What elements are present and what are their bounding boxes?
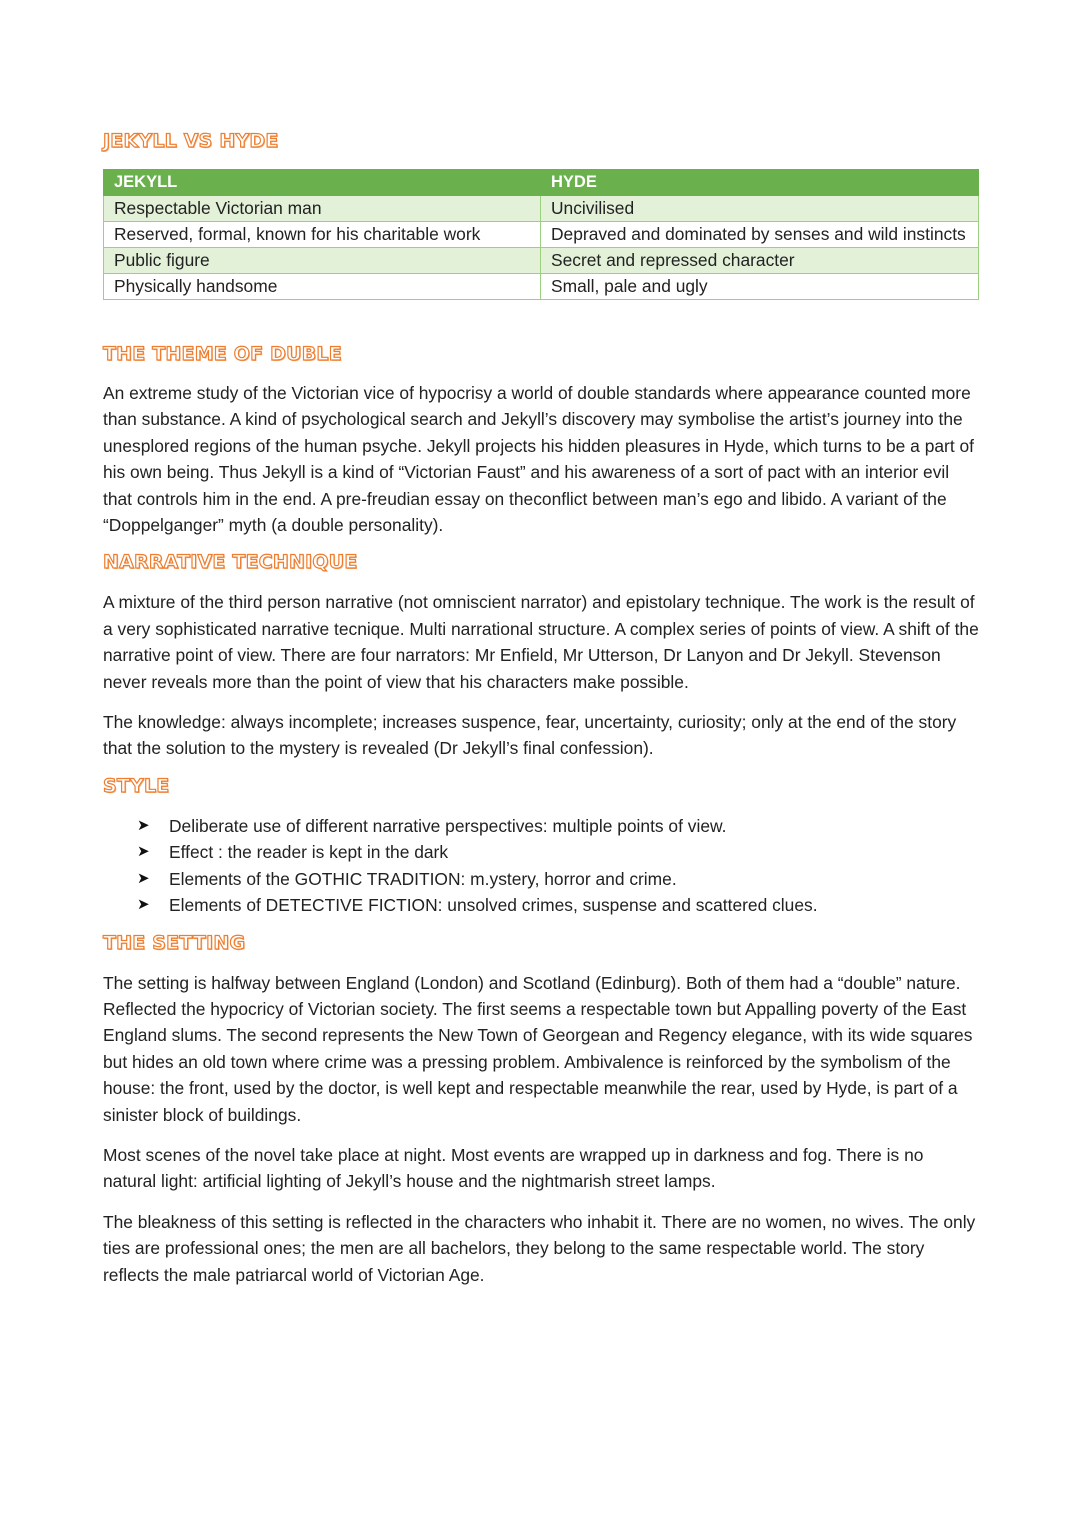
setting-paragraph-2: Most scenes of the novel take place at night. Most events are wrapped up in darkness and fog. There is no natural light: artificial lighting of Jekyll’s house and the nightmarish street lamps. bbox=[103, 1144, 924, 1192]
table-cell-hyde: Uncivilised bbox=[541, 196, 979, 222]
arrow-bullet-icon: ➤ bbox=[137, 816, 150, 834]
setting-paragraph-1: The setting is halfway between England (London) and Scotland (Edinburg). Both of them had a “double” nature. Reflected the hypocricy of Victorian society. The first seems a respectable town but Appalling poverty of the East England slums. The second represents the New Town of Georgean and Regency elegance, with its wide squares but hides an old town where crime was a pressing problem. Ambivalence is reinforced by the symbolism of the house: the front, used by the doctor, is well kept and respectable meanwhile the rear, used by Hyde, is part of a sinister block of buildings. bbox=[103, 972, 973, 1125]
narrative-paragraph-2: The knowledge: always incomplete; increases suspence, fear, uncertainty, curiosity; only at the end of the story that the solution to the mystery is revealed (Dr Jekyll’s final confession). bbox=[103, 712, 957, 759]
heading-jekyll-vs-hyde: JEKYLL VS HYDE bbox=[103, 130, 279, 152]
table-header-row bbox=[104, 170, 979, 196]
setting-paragraph-3: The bleakness of this setting is reflected in the characters who inhabit it. There are no women, no wives. The only ties are professional ones; the men are all bachelors, they belong to the same respectable world. The story reflects the male patriarcal world of Victorian Age. bbox=[103, 1211, 976, 1285]
table-cell-hyde: Depraved and dominated by senses and wild instincts bbox=[541, 222, 979, 248]
arrow-bullet-icon: ➤ bbox=[137, 843, 150, 861]
table-row bbox=[104, 248, 979, 274]
arrow-bullet-icon: ➤ bbox=[137, 896, 150, 914]
comparison-table bbox=[103, 169, 979, 300]
list-item-text: Elements of DETECTIVE FICTION: unsolved crimes, suspense and scattered clues. bbox=[169, 895, 818, 916]
theme-paragraph: An extreme study of the Victorian vice of hypocrisy a world of double standards where appearance counted more than substance. A kind of psychological search and Jekyll’s discovery may symbolise the artist’s journey into the unesplored regions of the human psyche. Jekyll projects his hidden pleasures in Hyde, which turns to be a part of his own being. Thus Jekyll is a kind of “Victorian Faust” and his awareness of a sort of pact with an interior evil that controls him in the end. A pre-freudian essay on theconflict between man’s ego and libido. A variant of the “Doppelganger” myth (a double personality). bbox=[103, 383, 974, 536]
list-item bbox=[137, 892, 979, 918]
narrative-paragraph-1: A mixture of the third person narrative (not omniscient narrator) and epistolary technique. The work is the result of a very sophisticated narrative tecnique. Multi narrational structure. A complex series of points of view. A shift of the narrative point of view. There are four narrators: Mr Enfield, Mr Utterson, Dr Lanyon and Dr Jekyll. Stevenson never reveals more than the point of view that his characters make possible. bbox=[103, 592, 979, 692]
document-page bbox=[103, 128, 979, 1288]
table-cell-jekyll: Public figure bbox=[104, 248, 541, 274]
list-item-text: Elements of the GOTHIC TRADITION: m.ystery, horror and crime. bbox=[169, 868, 677, 889]
table-row bbox=[104, 222, 979, 248]
heading-theme-of-duble: THE THEME OF DUBLE bbox=[103, 343, 342, 365]
table-row bbox=[104, 196, 979, 222]
heading-style: STYLE bbox=[103, 774, 170, 797]
table-cell-jekyll: Reserved, formal, known for his charitable work bbox=[104, 222, 541, 248]
style-bullet-list bbox=[103, 813, 979, 919]
table-row bbox=[104, 274, 979, 300]
arrow-bullet-icon: ➤ bbox=[137, 869, 150, 887]
table-cell-hyde: Small, pale and ugly bbox=[541, 274, 979, 300]
table-cell-jekyll: Physically handsome bbox=[104, 274, 541, 300]
list-item-text: Deliberate use of different narrative perspectives: multiple points of view. bbox=[169, 815, 727, 836]
heading-the-setting: THE SETTING bbox=[103, 931, 246, 954]
table-cell-hyde: Secret and repressed character bbox=[541, 248, 979, 274]
list-item bbox=[137, 839, 979, 865]
list-item bbox=[137, 813, 979, 839]
table-cell-jekyll: Respectable Victorian man bbox=[104, 196, 541, 222]
table-header-jekyll: JEKYLL bbox=[104, 170, 541, 196]
list-item-text: Effect : the reader is kept in the dark bbox=[169, 842, 449, 863]
heading-narrative-technique: NARRATIVE TECHNIQUE bbox=[103, 551, 358, 574]
list-item bbox=[137, 866, 979, 892]
table-header-hyde: HYDE bbox=[541, 170, 979, 196]
